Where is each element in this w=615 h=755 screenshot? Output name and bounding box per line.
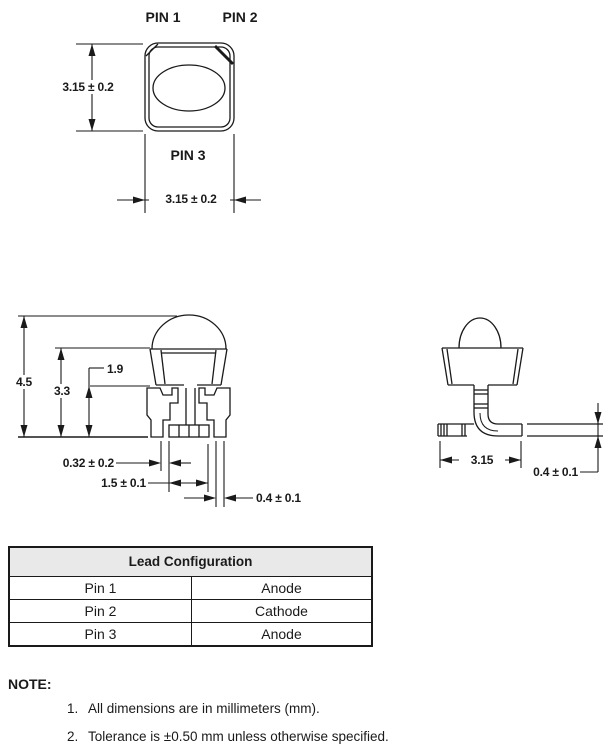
front-view-overall-height-dimension: 4.5 — [6, 375, 42, 389]
note-item-2 — [67, 729, 389, 744]
top-view-drawing — [76, 43, 261, 213]
pin-cell: Pin 3 — [10, 623, 192, 645]
pin-cell: Pin 1 — [10, 577, 192, 599]
table-row — [10, 622, 371, 645]
table-row — [10, 599, 371, 622]
front-view-lead-pitch-dimension: 1.5 ± 0.1 — [101, 476, 146, 490]
side-view-lead-length-dimension: 3.15 — [459, 453, 505, 467]
lead-configuration-table — [8, 546, 373, 647]
note-number: 1. — [67, 701, 79, 716]
pin2-label: PIN 2 — [222, 9, 258, 25]
function-cell: Cathode — [255, 603, 308, 619]
side-view-lead-thickness-dimension: 0.4 ± 0.1 — [533, 465, 578, 479]
function-cell: Anode — [261, 626, 302, 642]
front-view-body-height-dimension: 3.3 — [44, 384, 80, 398]
note-text: Tolerance is ±0.50 mm unless otherwise specified. — [88, 729, 389, 744]
lead-configuration-table-title: Lead Configuration — [10, 548, 371, 576]
table-row — [10, 576, 371, 599]
side-view-drawing — [438, 318, 603, 472]
pin-cell: Pin 2 — [10, 600, 192, 622]
front-view-standoff-dimension: 1.9 — [107, 362, 124, 376]
top-view-height-dimension: 3.15 ± 0.2 — [54, 80, 122, 94]
pin1-label: PIN 1 — [145, 9, 181, 25]
function-cell: Anode — [261, 580, 302, 596]
note-number: 2. — [67, 729, 79, 744]
note-heading: NOTE: — [8, 676, 52, 692]
front-view-lead-thickness-dimension: 0.32 ± 0.2 — [62, 456, 114, 470]
note-item-1 — [67, 701, 320, 716]
pin3-label: PIN 3 — [170, 147, 206, 163]
front-view-lead-width-dimension: 0.4 ± 0.1 — [256, 491, 301, 505]
top-view-width-dimension: 3.15 ± 0.2 — [157, 192, 225, 206]
note-text: All dimensions are in millimeters (mm). — [88, 701, 320, 716]
